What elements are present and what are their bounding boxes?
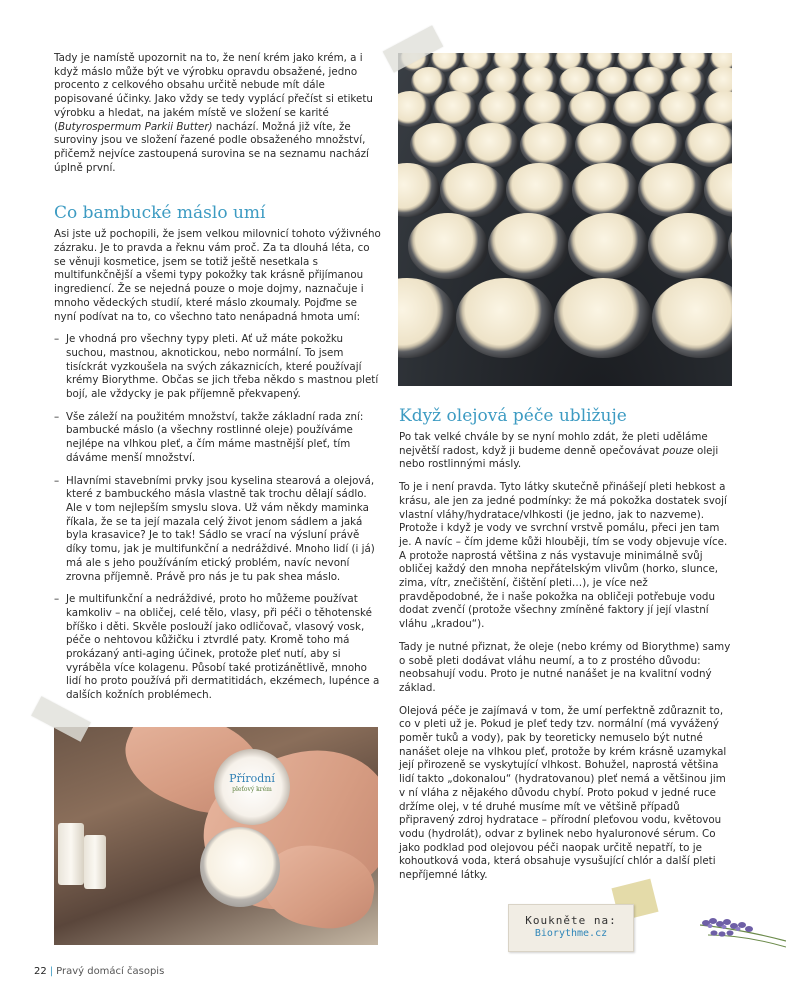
section-heading-shea: Co bambucké máslo umí [54,203,266,224]
bottle [58,823,84,885]
list-item: – Je multifunkční a nedráždivé, proto ho můžeme používat kamkoliv – na obličej, celé tělo, vlasy, při péči o těhotenské bříško i děti. Skvěle poslouží jako odličovač, vlasový vosk, péče o nehtovou kůžičku i ztvrdlé paty. Kromě toho má prokázaný anti-aging účinek, protože pleť nutí, aby si vyráběla více kolagenu. Působí také protizánětlivě, mnoho lidí ho proto používá při dermatitidách, ekzémech, lupénce a dalších kožních problémech. [54,593,381,703]
butter-tin [465,123,519,167]
left-column [54,52,381,712]
paragraph: Po tak velké chvále by se nyní mohlo zdát, že pleti uděláme největší radost, když ji budeme denně opečovávat pouze oleji nebo rostlinnými másly. [399,431,719,471]
list-item: – Hlavními stavebními prvky jsou kyselina stearová a olejová, které z bambuckého másla vlastně tak trochu dělají sádlo. Ale v tom nejlepším smyslu slova. Už vám někdy maminka říkala, že se ta její mazala celý život jenom sádlem a jaká byla krasavice? Je to tak! Sádlo se vrací na výsluní právě díky tomu, jak je multifunkční a nedráždivé. Mnoho lidí (i já) má ale s jeho používáním etický problém, navíc nevoní zrovna příjemně. Právě pro nás je tu pak shea máslo. [54,475,381,585]
paragraph: Tady je nutné přiznat, že oleje (nebo krémy od Biorythme) samy o sobě pleti dodávat vláhu neumí, a to z prostého důvodu: neobsahují vodu. Proto je nutné nanášet je na kvalitní vodný základ. [399,640,731,694]
butter-tin [638,163,704,217]
photo-hands-with-jar [54,727,378,945]
jar-open [200,827,280,907]
butter-tin [568,91,612,127]
paragraph: Olejová péče je zajímavá v tom, že umí perfektně zdůraznit to, co v pleti už je. Pokud je pleť tedy tzv. normální (má vyvážený poměr tuků a vody), pak by teoreticky nemuselo být nutné nanášet oleje na vlhkou pleť, protože by krém krásně uzamykal její přirozeně se vyskytující vlhkost. Bohužel, naprostá většina lidí takto „dokonalou“ (hydratovanou) pleť nemá a většinou jim v ní vláha z nějakého důvodu chybí. Proto pokud v jedné ruce držíme olej, v té druhé musíme mít ve většině případů připravený zdroj hydratace – přírodní pleťovou vodu, květovou vodu (hydrolát), odvar z bylinek nebo hyaluronové sérum. Co jako podklad pod olejovou péči naopak určitě nepatří, to je kohoutková voda, která obsahuje vysušující chlór a další pleti nepříjemné látky. [399,704,727,882]
magazine-name: Pravý domácí časopis [56,966,165,977]
butter-tin [456,278,554,358]
section-heading-oil-care: Když olejová péče ubližuje [399,406,627,426]
butter-tin [410,123,464,167]
jar-label-title: Přírodní [229,772,275,785]
footer-separator: | [49,966,54,977]
bottle [84,835,106,889]
butter-tin [433,91,477,127]
jar-label-subtitle: pleťový krém [232,786,272,793]
butter-tin [440,163,506,217]
butter-tin [506,163,572,217]
photo-butter-tins [398,53,732,386]
butter-tin [658,91,702,127]
butter-tin [478,91,522,127]
butter-tin [703,91,732,127]
callout-title: Koukněte na: [525,914,617,927]
butter-tin [728,213,732,279]
butter-tin [652,278,732,358]
butter-tin [554,278,652,358]
butter-tin [648,213,728,279]
butter-tin [398,278,456,358]
butter-tin [630,123,684,167]
website-callout [508,904,634,952]
jar-lid [214,749,290,825]
butter-tin [572,163,638,217]
benefits-list [54,333,381,703]
list-item: – Vše záleží na použitém množství, takže základní rada zní: bambucké máslo (a všechny rostlinné oleje) používáme nejlépe na vlhkou pleť, a čím máme mastnější pleť, tím dáváme menší množství. [54,411,381,466]
butter-tin [704,163,732,217]
shea-intro-paragraph: Asi jste už pochopili, že jsem velkou milovnicí tohoto výživného zázraku. Je to pravda a řeknu vám proč. Za ta dlouhá léta, co se věnuji kosmetice, jsem se totiž ještě nesetkala s multifunkčnější a všemi typy pokožky tak krásně přijímanou ingrediencí. Že se nejedná pouze o moje dojmy, naznačuje i mnoho vědeckých studií, které máslo zkoumaly. Pojďme se nyní podívat na to, co všechno tato nenápadná hmota umí: [54,228,381,323]
butter-tin [488,213,568,279]
list-item: – Je vhodná pro všechny typy pleti. Ať už máte pokožku suchou, mastnou, aknotickou, nebo normální. To jsem tisíckrát vyzkoušela na svých zákaznicích, které používají krémy Biorythme. Občas se jich třeba někdo s mastnou pletí bojí, ale vždycky je pak příjemně překvapený. [54,333,381,402]
page-footer [34,966,164,978]
butter-tin [613,91,657,127]
butter-tin [685,123,733,167]
paragraph: To je i není pravda. Tyto látky skutečně přinášejí pleti hebkost a krásu, ale jen za jedné podmínky: že má pokožka dostatek svojí vlastní vláhy/hydratace/vlhkosti (je jedno, jak to nazveme). Protože i když je vody ve svrchní vrstvě pomálu, přeci jen tam je. A navíc – čím jdeme kůži hlouběji, tím se vody objevuje více. A protože naprostá většina z nás vystavuje minimálně svůj obličej každý den mnoha nepřátelským vlivům (horko, slunce, zima, vítr, znečištění, čištění pleti…), je více než pravděpodobné, že i naše pokožka na obličeji potřebuje vodu dodat zvenčí (protože všechny zmíněné faktory jí její vlastní vláhu „kradou“). [399,481,728,631]
lavender-decoration [700,905,786,950]
right-column [399,406,732,892]
website-link[interactable]: Biorythme.cz [534,928,608,939]
butter-tin [575,123,629,167]
butter-tin [568,213,648,279]
butter-tin [523,91,567,127]
butter-tin [520,123,574,167]
intro-paragraph: Tady je namístě upozornit na to, že není krém jako krém, a i když máslo může být ve výrobku opravdu obsažené, jedno procento z celkového obsahu určitě nebude mít dále popisované účinky. Jako vždy se tedy vyplácí přečíst si etiketu výrobku a hledat, na jakém místě ve složení se karité (Butyrospermum Parkii Butter) nachází. Možná již víte, že suroviny jsou ve složení řazené podle obsaženého množství, přičemž nejvíce zastoupená surovina se na seznamu nachází úplně první. [54,52,373,174]
page-number: 22 [34,966,47,977]
butter-tin [408,213,488,279]
butter-tin [398,163,440,217]
